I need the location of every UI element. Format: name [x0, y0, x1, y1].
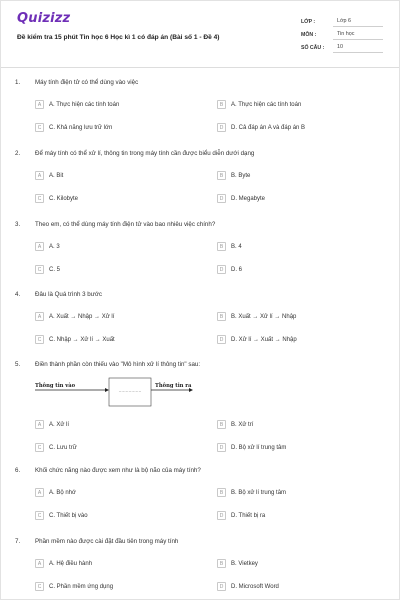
input-arrow-head — [105, 388, 109, 392]
option-c[interactable] — [35, 122, 112, 133]
option-d[interactable] — [217, 122, 305, 133]
meta-label: SỐ CÂU : — [301, 44, 325, 51]
meta-value: Lớp 6 — [333, 16, 383, 27]
option-c[interactable] — [35, 510, 88, 521]
question-number: 3. — [15, 221, 21, 228]
question-number: 4. — [15, 291, 21, 298]
meta-row-class — [301, 15, 383, 28]
option-letter-box: C — [35, 123, 44, 132]
option-text: D. Bộ xử lí trung tâm — [231, 444, 287, 451]
option-letter-box: C — [35, 194, 44, 203]
quizizz-logo[interactable]: Quizizz — [17, 11, 71, 26]
question-text: Điền thành phần còn thiếu vào "Mô hình xử lí thông tin" sau: — [35, 361, 201, 368]
option-d[interactable] — [217, 510, 265, 521]
question-number: 7. — [15, 538, 21, 545]
meta-value: Tin học — [333, 29, 383, 40]
option-text: A. Hệ điều hành — [49, 560, 93, 567]
option-text: B. Xuất → Xử lí → Nhập — [231, 313, 297, 320]
option-text: C. Nhập → Xử lí → Xuất — [49, 336, 115, 343]
option-a[interactable] — [35, 99, 119, 110]
option-letter-box: B — [217, 488, 226, 497]
option-c[interactable] — [35, 264, 60, 275]
meta-row-subject — [301, 28, 383, 41]
option-text: B. 4 — [231, 243, 242, 250]
header — [1, 1, 399, 63]
worksheet-title: Đề kiểm tra 15 phút Tin học 6 Học kì 1 có đáp án (Bài số 1 - Đề 4) — [17, 34, 220, 41]
option-a[interactable] — [35, 558, 92, 569]
option-text: C. 5 — [49, 266, 61, 273]
option-letter-box: B — [217, 312, 226, 321]
option-text: D. Microsoft Word — [231, 583, 279, 590]
option-text: D. Xử lí → Xuất → Nhập — [231, 336, 297, 343]
option-letter-box: A — [35, 100, 44, 109]
option-letter-box: B — [217, 100, 226, 109]
option-a[interactable] — [35, 419, 69, 430]
option-letter-box: B — [217, 242, 226, 251]
question-number: 1. — [15, 79, 21, 86]
question-text: Để máy tính có thể xử lí, thông tin trong máy tính cần được biểu diễn dưới dạng — [35, 150, 255, 157]
option-b[interactable] — [217, 558, 258, 569]
question-text: Máy tính điện tử có thể dùng vào việc — [35, 79, 139, 86]
question-number: 5. — [15, 361, 21, 368]
meta-panel — [301, 15, 383, 54]
question-text: Khối chức năng nào được xem như là bộ não của máy tính? — [35, 467, 201, 474]
option-c[interactable] — [35, 334, 115, 345]
option-letter-box: A — [35, 488, 44, 497]
option-text: D. Megabyte — [231, 195, 266, 202]
option-letter-box: B — [217, 171, 226, 180]
option-d[interactable] — [217, 264, 242, 275]
option-text: B. Vietkey — [231, 560, 258, 567]
option-text: A. Thực hiện các tính toán — [49, 101, 120, 108]
option-text: A. 3 — [49, 243, 60, 250]
option-letter-box: C — [35, 582, 44, 591]
option-text: A. Xử lí — [49, 421, 70, 428]
option-d[interactable] — [217, 334, 297, 345]
question-text: Đâu là Quá trình 3 bước — [35, 291, 103, 298]
option-text: C. Lưu trữ — [49, 444, 77, 451]
header-divider — [1, 67, 399, 68]
option-text: C. Kilobyte — [49, 195, 79, 202]
option-letter-box: D — [217, 123, 226, 132]
option-letter-box: C — [35, 443, 44, 452]
diagram-blank: ................ — [118, 388, 142, 394]
option-text: D. Cả đáp án A và đáp án B — [231, 124, 306, 131]
option-b[interactable] — [217, 487, 286, 498]
question-text: Phần mềm nào được cài đặt đầu tiên trong máy tính — [35, 538, 179, 545]
option-letter-box: D — [217, 265, 226, 274]
option-c[interactable] — [35, 193, 78, 204]
meta-row-count — [301, 41, 383, 54]
meta-label: LỚP : — [301, 18, 316, 25]
option-letter-box: A — [35, 559, 44, 568]
option-letter-box: A — [35, 312, 44, 321]
option-letter-box: C — [35, 335, 44, 344]
meta-value: 10 — [333, 42, 383, 53]
option-a[interactable] — [35, 241, 60, 252]
option-letter-box: D — [217, 443, 226, 452]
option-text: A. Bit — [49, 172, 64, 179]
option-letter-box: B — [217, 559, 226, 568]
option-a[interactable] — [35, 170, 63, 181]
diagram-output-label: Thông tin ra — [155, 383, 192, 389]
option-text: A. Bộ nhớ — [49, 489, 76, 496]
option-letter-box: A — [35, 242, 44, 251]
option-b[interactable] — [217, 99, 301, 110]
diagram-input-label: Thông tin vào — [35, 383, 76, 389]
option-a[interactable] — [35, 311, 114, 322]
option-letter-box: A — [35, 171, 44, 180]
option-text: D. 6 — [231, 266, 243, 273]
option-text: C. Khả năng lưu trữ lớn — [49, 124, 113, 131]
question-text: Theo em, có thể dùng máy tính điện tử vào bao nhiêu việc chính? — [35, 221, 216, 228]
option-text: C. Phần mềm ứng dụng — [49, 583, 114, 590]
option-text: B. Xử trí — [231, 421, 254, 428]
option-letter-box: C — [35, 265, 44, 274]
option-c[interactable] — [35, 442, 77, 453]
option-b[interactable] — [217, 170, 250, 181]
question-number: 2. — [15, 150, 21, 157]
option-b[interactable] — [217, 419, 253, 430]
question-number: 6. — [15, 467, 21, 474]
option-text: B. Byte — [231, 172, 251, 179]
option-text: B. Bộ xử lí trung tâm — [231, 489, 287, 496]
option-text: A. Xuất → Nhập → Xử lí — [49, 313, 115, 320]
option-d[interactable] — [217, 442, 286, 453]
option-b[interactable] — [217, 311, 296, 322]
option-letter-box: A — [35, 420, 44, 429]
option-letter-box: B — [217, 420, 226, 429]
option-a[interactable] — [35, 487, 76, 498]
option-letter-box: D — [217, 194, 226, 203]
option-text: A. Thực hiện các tính toán — [231, 101, 302, 108]
option-letter-box: D — [217, 335, 226, 344]
meta-label: MÔN : — [301, 31, 317, 38]
option-d[interactable] — [217, 193, 265, 204]
option-letter-box: D — [217, 511, 226, 520]
option-text: C. Thiết bị vào — [49, 512, 88, 519]
option-letter-box: D — [217, 582, 226, 591]
option-b[interactable] — [217, 241, 242, 252]
processing-model-diagram — [33, 375, 233, 409]
option-d[interactable] — [217, 581, 279, 592]
option-c[interactable] — [35, 581, 113, 592]
option-letter-box: C — [35, 511, 44, 520]
option-text: D. Thiết bị ra — [231, 512, 266, 519]
